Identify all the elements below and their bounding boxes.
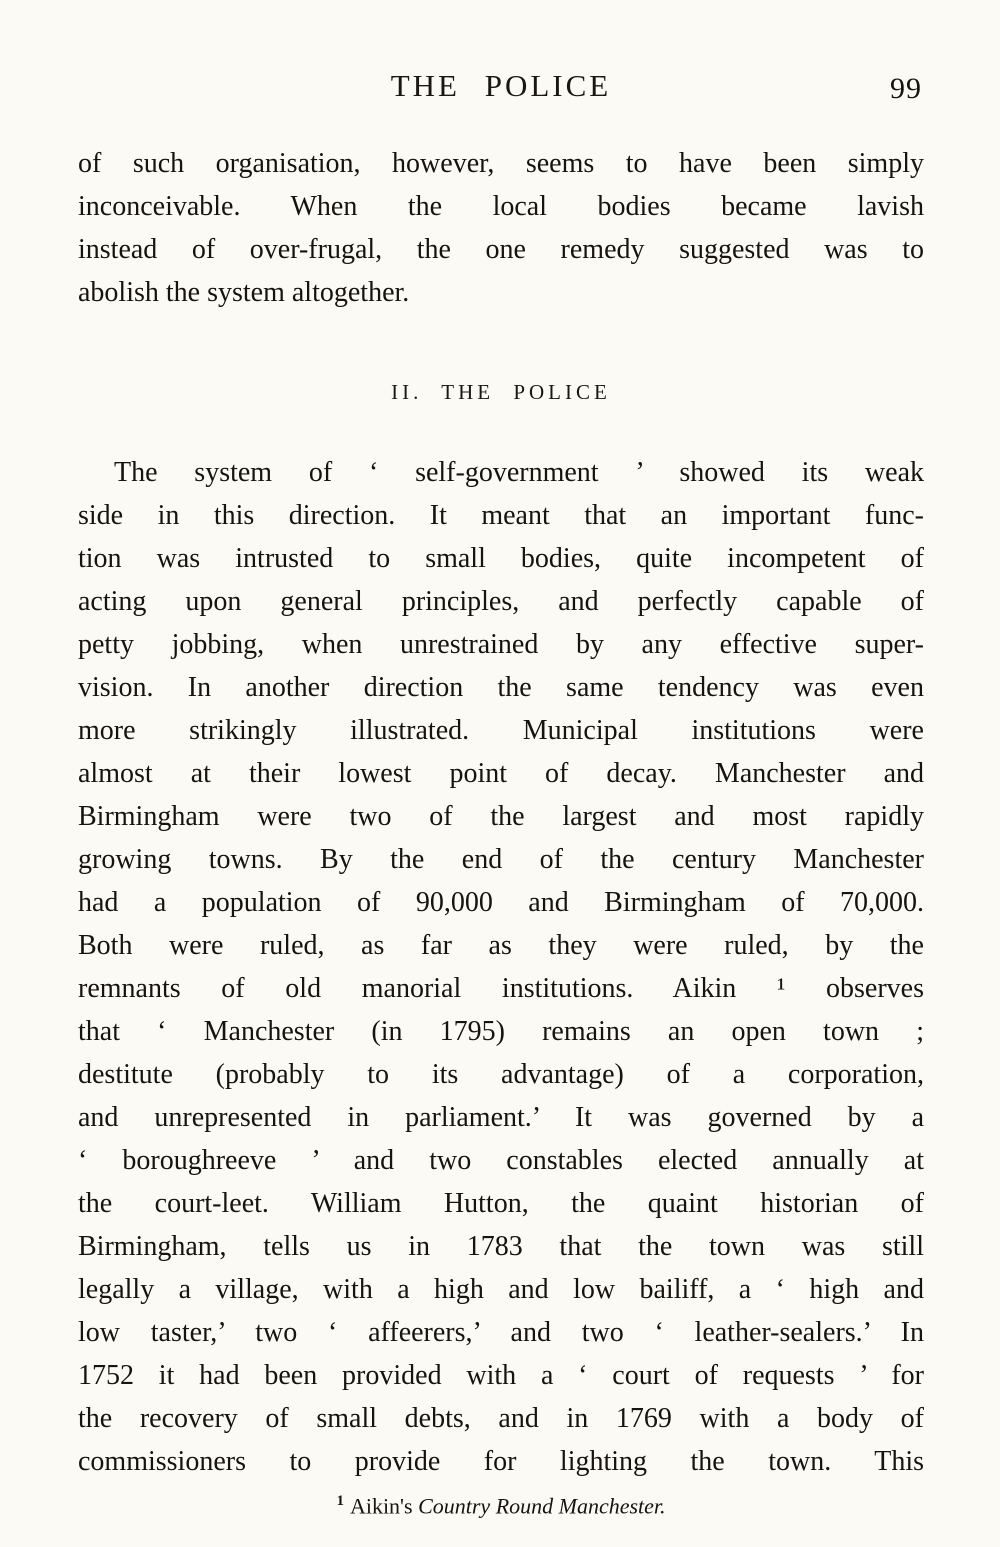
text-line: Both were ruled, as far as they were ruled, by the <box>78 930 924 961</box>
text-line: acting upon general principles, and perfectly capable of <box>78 586 924 617</box>
text-line: inconceivable. When the local bodies became lavish <box>78 191 924 222</box>
intro-paragraph <box>78 142 924 314</box>
page-title: THE POLICE <box>390 68 612 103</box>
text-line: almost at their lowest point of decay. Manchester and <box>78 758 924 789</box>
text-line: destitute (probably to its advantage) of a corporation, <box>78 1059 924 1090</box>
text-line: The system of ‘ self-government ’ showed its weak <box>114 457 924 488</box>
text-line: Birmingham, tells us in 1783 that the town was still <box>78 1231 924 1262</box>
text-line: instead of over-frugal, the one remedy suggested was to <box>78 234 924 265</box>
text-line: abolish the system altogether. <box>78 277 410 308</box>
footnote-marker: 1 <box>336 1493 344 1509</box>
section-heading: II. THE POLICE <box>391 380 611 404</box>
text-line: low taster,’ two ‘ affeerers,’ and two ‘ leather-sealers.’ In <box>78 1317 924 1348</box>
footnote-italic-text: Country Round Manchester. <box>418 1493 666 1519</box>
text-line: 1752 it had been provided with a ‘ court of requests ’ for <box>78 1360 924 1391</box>
footnote-text: Aikin's <box>349 1493 419 1519</box>
text-line: the recovery of small debts, and in 1769 with a body of <box>78 1403 924 1434</box>
text-line: of such organisation, however, seems to have been simply <box>78 148 924 179</box>
text-line: petty jobbing, when unrestrained by any effective super- <box>78 629 924 660</box>
text-line: growing towns. By the end of the century Manchester <box>78 844 924 875</box>
main-paragraph <box>78 451 924 1483</box>
text-line: tion was intrusted to small bodies, quite incompetent of <box>78 543 924 574</box>
text-line: that ‘ Manchester (in 1795) remains an open town ; <box>78 1016 924 1047</box>
text-line: commissioners to provide for lighting the town. This <box>78 1446 924 1477</box>
text-line: the court-leet. William Hutton, the quaint historian of <box>78 1188 924 1219</box>
running-head <box>78 68 924 110</box>
text-line: had a population of 90,000 and Birmingham of 70,000. <box>78 887 924 918</box>
text-line: side in this direction. It meant that an important func- <box>78 500 924 531</box>
text-line: legally a village, with a high and low bailiff, a ‘ high and <box>78 1274 924 1305</box>
text-line: Birmingham were two of the largest and most rapidly <box>78 801 924 832</box>
text-line: more strikingly illustrated. Municipal institutions were <box>78 715 924 746</box>
footnote <box>78 1493 924 1519</box>
text-line: and unrepresented in parliament.’ It was governed by a <box>78 1102 924 1133</box>
page-number: 99 <box>890 72 922 105</box>
text-line: remnants of old manorial institutions. Aikin ¹ observes <box>78 973 924 1004</box>
text-line: vision. In another direction the same tendency was even <box>78 672 924 703</box>
text-line: ‘ boroughreeve ’ and two constables elected annually at <box>78 1145 924 1176</box>
